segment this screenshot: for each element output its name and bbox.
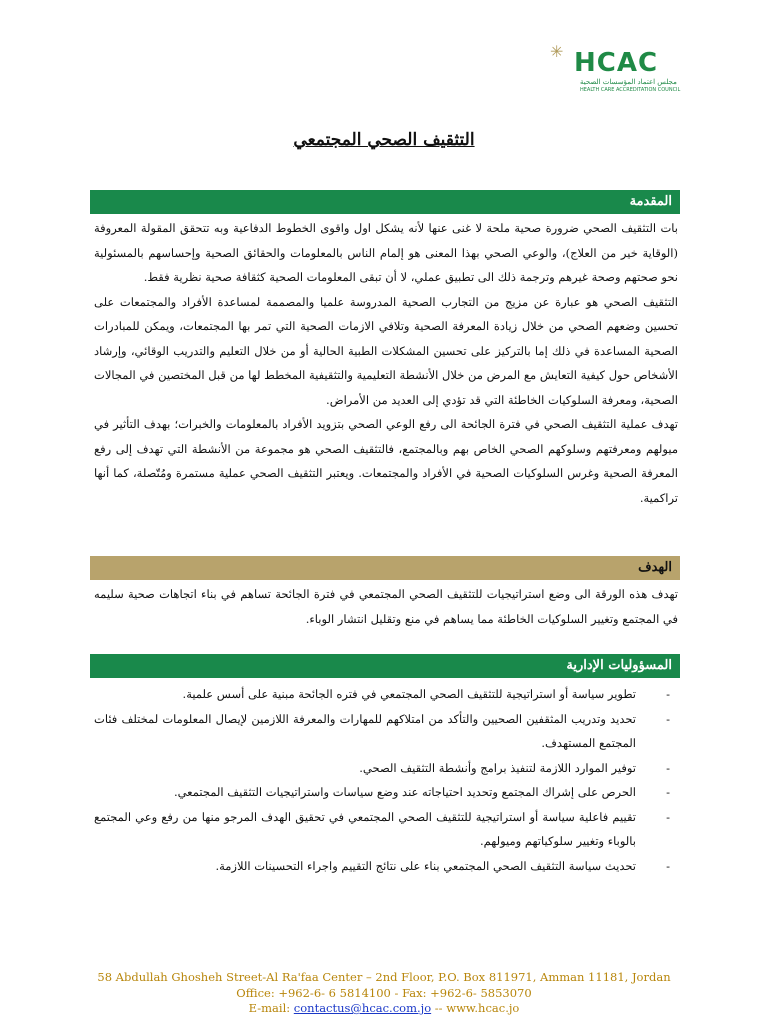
list-item — [94, 805, 678, 854]
list-item — [94, 854, 678, 879]
page-footer — [0, 970, 768, 1017]
star-icon: ✳ — [550, 42, 564, 61]
intro-heading: المقدمة — [90, 190, 680, 214]
responsibilities-heading: المسؤوليات الإدارية — [90, 654, 680, 678]
goal-heading: الهدف — [90, 556, 680, 580]
footer-address: 58 Abdullah Ghosheh Street-Al Ra'faa Center – 2nd Floor, P.O. Box 811971, Amman 11181, Jordan — [97, 970, 671, 984]
list-item-text: تقييم فاعلية سياسة أو استراتيجية للتثقيف الصحي المجتمعي في تحقيق الهدف المرجو منها من رفع وعي المجتمع بالوباء وتغيير سلوكياتهم وميولهم. — [94, 809, 636, 848]
bullet-dash: - — [666, 858, 670, 873]
logo-subtitle-english: HEALTH CARE ACCREDITATION COUNCIL — [580, 87, 681, 93]
bullet-dash: - — [666, 711, 670, 726]
list-item — [94, 682, 678, 707]
bullet-dash: - — [666, 809, 670, 824]
hcac-logo — [550, 42, 681, 94]
goal-paragraph: تهدف هذه الورقة الى وضع استراتيجيات للتثقيف الصحي المجتمعي في فترة الجائحة تساهم في بناء اتجاهات صحية سليمه في المجتمع وتغيير السلوكيات الخاطئة مما يساهم في منع وتقليل انتشار الوباء. — [94, 587, 678, 626]
intro-paragraph-2: التثقيف الصحي هو عبارة عن مزيج من التجارب الصحية المدروسة علميا والمصممة لمساعدة الأفراد والمجتمعات على تحسين وضعهم الصحي من خلال زيادة المعرفة الصحية وتلافي الازمات الصحية التي تمر بها المجتمعات، ويمكن للمبادرات الصحية المساعدة في ذلك إما بالتركيز على تحسين المشكلات الطبية الحالية أو من خلال التعليم والتدريب الوقائي، وإرشاد الأشخاص حول كيفية التعايش مع المرض من خلال الأنشطة التعليمية والتثقيفية المخطط لها من قبل المختصين في المجالات الصحية، ومعرفة السلوكيات الخاطئة التي قد تؤدي إلى العديد من الأمراض. — [94, 294, 678, 407]
list-item-text: الحرص على إشراك المجتمع وتحديد احتياجاته عند وضع سياسات واستراتيجيات التثقيف المجتمعي. — [173, 785, 636, 799]
page-title: التثقيف الصحي المجتمعي — [293, 130, 475, 150]
logo-subtitle-arabic: مجلس اعتماد المؤسسات الصحية — [580, 78, 677, 86]
email-link[interactable]: contactus@hcac.com.jo — [293, 1001, 432, 1015]
intro-body — [94, 216, 678, 510]
list-item-text: تطوير سياسة أو استراتيجية للتثقيف الصحي المجتمعي في فتره الجائحة مبنية على أسس علمية. — [182, 687, 636, 701]
footer-email-line — [0, 1001, 768, 1017]
list-item-text: توفير الموارد اللازمة لتنفيذ برامج وأنشطة التثقيف الصحي. — [359, 760, 636, 775]
intro-paragraph-1: بات التثقيف الصحي ضرورة صحية ملحة لا غنى عنها لأنه يشكل اول واقوى الخطوط الدفاعية وبه تتحقق المقولة المعروفة (الوقاية خير من العلاج)، والوعي الصحي بهذا المعنى هو إلمام الناس بالمعلومات والحقائق الصحية وإحساسهم بالمسئولية نحو صحتهم وصحة غيرهم وترجمة ذلك الى تطبيق عملي، لا أن تبقى المعلومات الصحية كثقافة صحية نظرية فقط. — [94, 221, 678, 284]
footer-email-label: E-mail: — [248, 1001, 294, 1015]
list-item — [94, 707, 678, 756]
footer-contact: Office: +962-6- 6 5814100 - Fax: +962-6- 5853070 — [236, 985, 532, 1000]
list-item-text: تحديد وتدريب المثقفين الصحيين والتأكد من امتلاكهم للمهارات والمعرفة اللازمين لإيصال المعلومات لمختلف فئات المجتمع المستهدف. — [94, 711, 636, 750]
responsibilities-list — [94, 682, 678, 878]
bullet-dash: - — [666, 760, 670, 775]
list-item — [94, 780, 678, 805]
goal-body — [94, 582, 678, 631]
list-item-text: تحديث سياسة التثقيف الصحي المجتمعي بناء على نتائج التقييم واجراء التحسينات اللازمة. — [215, 858, 636, 873]
bullet-dash: - — [666, 785, 670, 799]
bullet-dash: - — [666, 687, 670, 701]
logo-name: HCAC — [574, 48, 659, 78]
footer-website: -- www.hcac.jo — [431, 1001, 520, 1015]
list-item — [94, 756, 678, 781]
intro-paragraph-3: تهدف عملية التثقيف الصحي في فترة الجائحة الى رفع الوعي الصحي بتزويد الأفراد بالمعلومات والخبرات؛ بهدف التأثير في ميولهم ومعرفتهم وسلوكهم الصحي الخاص بهم وبالمجتمع، فالتثقيف الصحي هو مجموعة من الأنشطة التي تهدف إلى رفع المعرفة الصحية وغرس السلوكيات الصحية في الأفراد والمجتمعات. ويعتبر التثقيف الصحي عملية مستمرة ومُتّصلة، كما أنها تراكمية. — [94, 417, 678, 505]
